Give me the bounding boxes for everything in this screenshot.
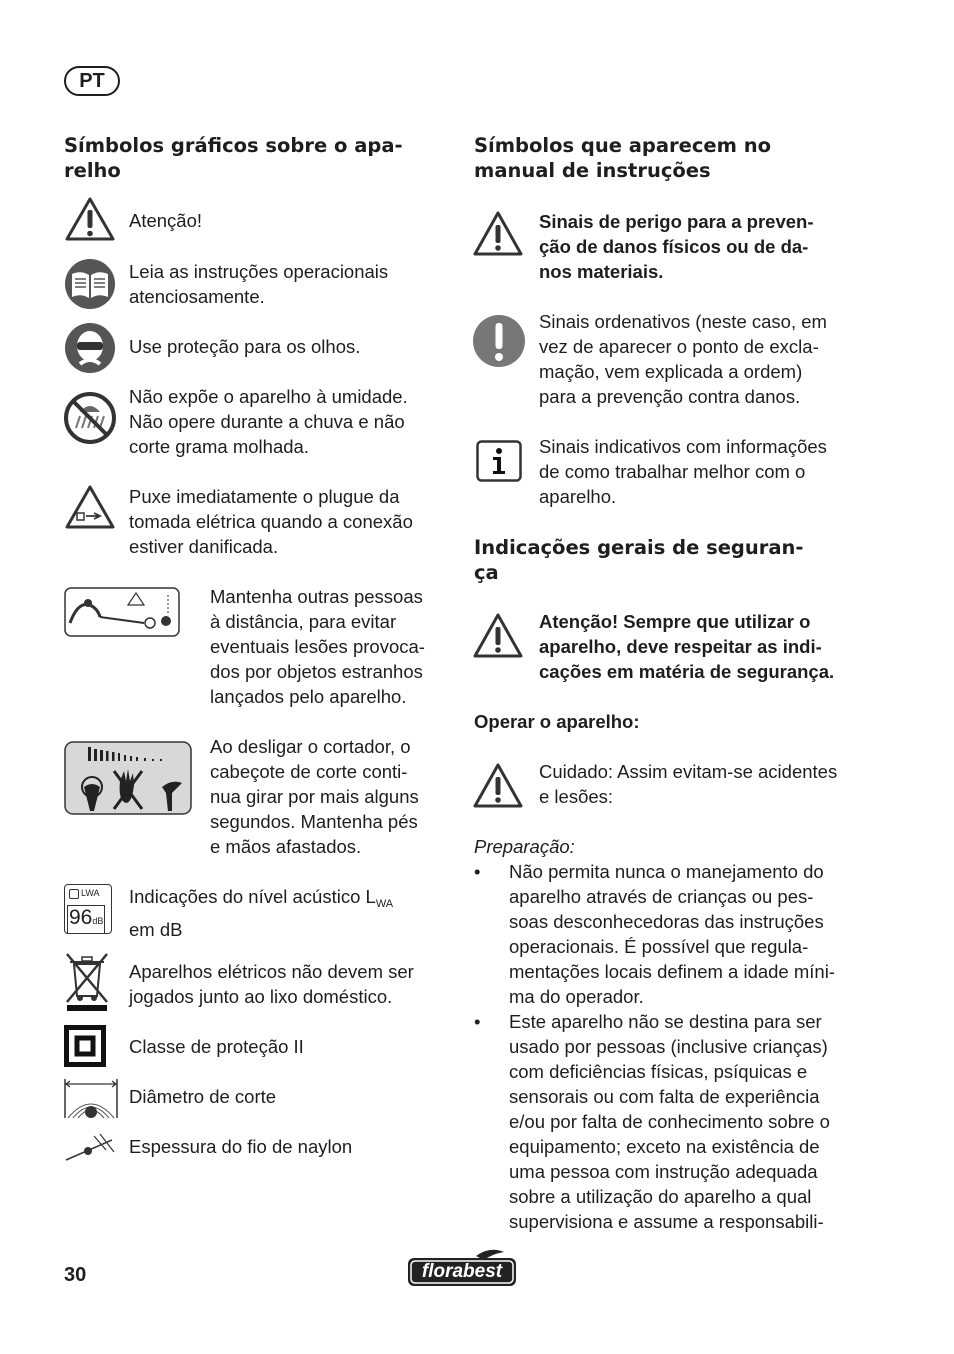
weee-bin-icon <box>64 950 110 1012</box>
mandatory-signs-text: Sinais ordenativos (neste caso, em vez de aparecer o ponto de excla- mação, vem explicada a ordem) para a prevenção contra danos. <box>539 311 827 407</box>
keep-distance-icon <box>64 587 180 637</box>
no-rain-icon <box>62 390 118 446</box>
symbol-text-eye-protection: Use proteção para os olhos. <box>129 336 361 357</box>
mandatory-exclamation-icon <box>472 314 526 368</box>
right-heading-safety: Indicações gerais de seguran- ça <box>474 536 804 584</box>
cutting-diameter-icon <box>64 1078 118 1120</box>
info-signs-text: Sinais indicativos com informações de como trabalhar melhor com o aparelho. <box>539 436 827 507</box>
warning-triangle-icon <box>472 762 524 810</box>
symbol-text-attention: Atenção! <box>129 210 203 231</box>
speaker-icon <box>69 889 79 899</box>
right-heading-symbols: Símbolos que aparecem no manual de instruções <box>474 134 772 182</box>
warning-triangle-icon <box>64 196 116 242</box>
caution-text: Cuidado: Assim evitam-se acidentes e lesões: <box>539 761 838 807</box>
symbol-text-read-manual: Leia as instruções operacionais atenciosamente. <box>129 261 389 307</box>
preparation-heading: Preparação: <box>474 836 575 857</box>
symbol-text-keep-distance: Mantenha outras pessoas à distância, para evitar eventuais lesões provoca- dos por objetos estranhos lançados pelo aparelho. <box>210 586 425 707</box>
operate-heading: Operar o aparelho: <box>474 711 640 732</box>
class-ii-icon <box>64 1025 106 1067</box>
symbol-text-class-ii: Classe de proteção II <box>129 1036 304 1057</box>
sound-badge-value: 96 <box>69 906 93 929</box>
read-manual-icon <box>64 258 116 310</box>
symbol-text-no-rain: Não expõe o aparelho à umidade. Não opere durante a chuva e não corte grama molhada. <box>129 386 408 457</box>
list-item: • Este aparelho não se destina para ser usado por pessoas (inclusive crianças) com deficiências físicas, psíquicas e sensorais ou com falta de experiência e/ou por falta de conhecimento sobre o equipamento; exceto na existência de uma pessoa com instrução adequada sobre a utilização do aparelho a qual supervisiona e assume a responsabili- <box>474 1009 874 1234</box>
safety-warning-text: Atenção! Sempre que utilizar o aparelho, deve respeitar as indi- cações em matéria de segurança. <box>539 611 835 682</box>
sound-level-icon <box>64 884 112 934</box>
info-icon <box>476 440 522 482</box>
eye-protection-icon <box>64 322 116 374</box>
language-badge: PT <box>64 66 120 96</box>
sound-text-sub: WA <box>375 898 394 910</box>
unplug-warning-icon <box>64 484 116 530</box>
brand-logo-text: florabest <box>421 1261 503 1282</box>
warning-triangle-icon <box>472 612 524 660</box>
left-heading: Símbolos gráficos sobre o apa- relho <box>64 134 403 182</box>
sound-badge-label: LWA <box>81 888 100 898</box>
page-number: 30 <box>64 1264 87 1286</box>
symbol-text-line-thickness: Espessura do fio de naylon <box>129 1136 353 1157</box>
danger-signs-text: Sinais de perigo para a preven- ção de danos físicos ou de da- nos materiais. <box>539 211 814 282</box>
sound-text-end: em dB <box>129 919 183 940</box>
symbol-text-unplug: Puxe imediatamente o plugue da tomada elétrica quando a conexão estiver danificada. <box>129 486 413 557</box>
symbol-text-weee: Aparelhos elétricos não devem ser jogados junto ao lixo doméstico. <box>129 961 414 1007</box>
symbol-text-sound-level <box>129 884 393 942</box>
line-thickness-icon <box>64 1132 116 1162</box>
keep-hands-feet-away-icon <box>64 741 192 815</box>
symbol-text-cutting-diameter: Diâmetro de corte <box>129 1086 277 1107</box>
brand-logo <box>406 1248 518 1288</box>
symbol-text-keep-away: Ao desligar o cortador, o cabeçote de corte conti- nua girar por mais alguns segundos. Mantenha pés e mãos afastados. <box>210 736 419 857</box>
warning-triangle-icon <box>472 210 524 258</box>
sound-text-main: Indicações do nível acústico L <box>129 886 376 907</box>
preparation-list <box>474 859 874 1234</box>
list-item: • Não permita nunca o manejamento do aparelho através de crianças ou pes- soas desconhecedoras das instruções operacionais. É possível que regula- mentações locais definem a idade míni- ma do operador. <box>474 859 874 1009</box>
sound-badge-unit: dB <box>92 916 104 926</box>
